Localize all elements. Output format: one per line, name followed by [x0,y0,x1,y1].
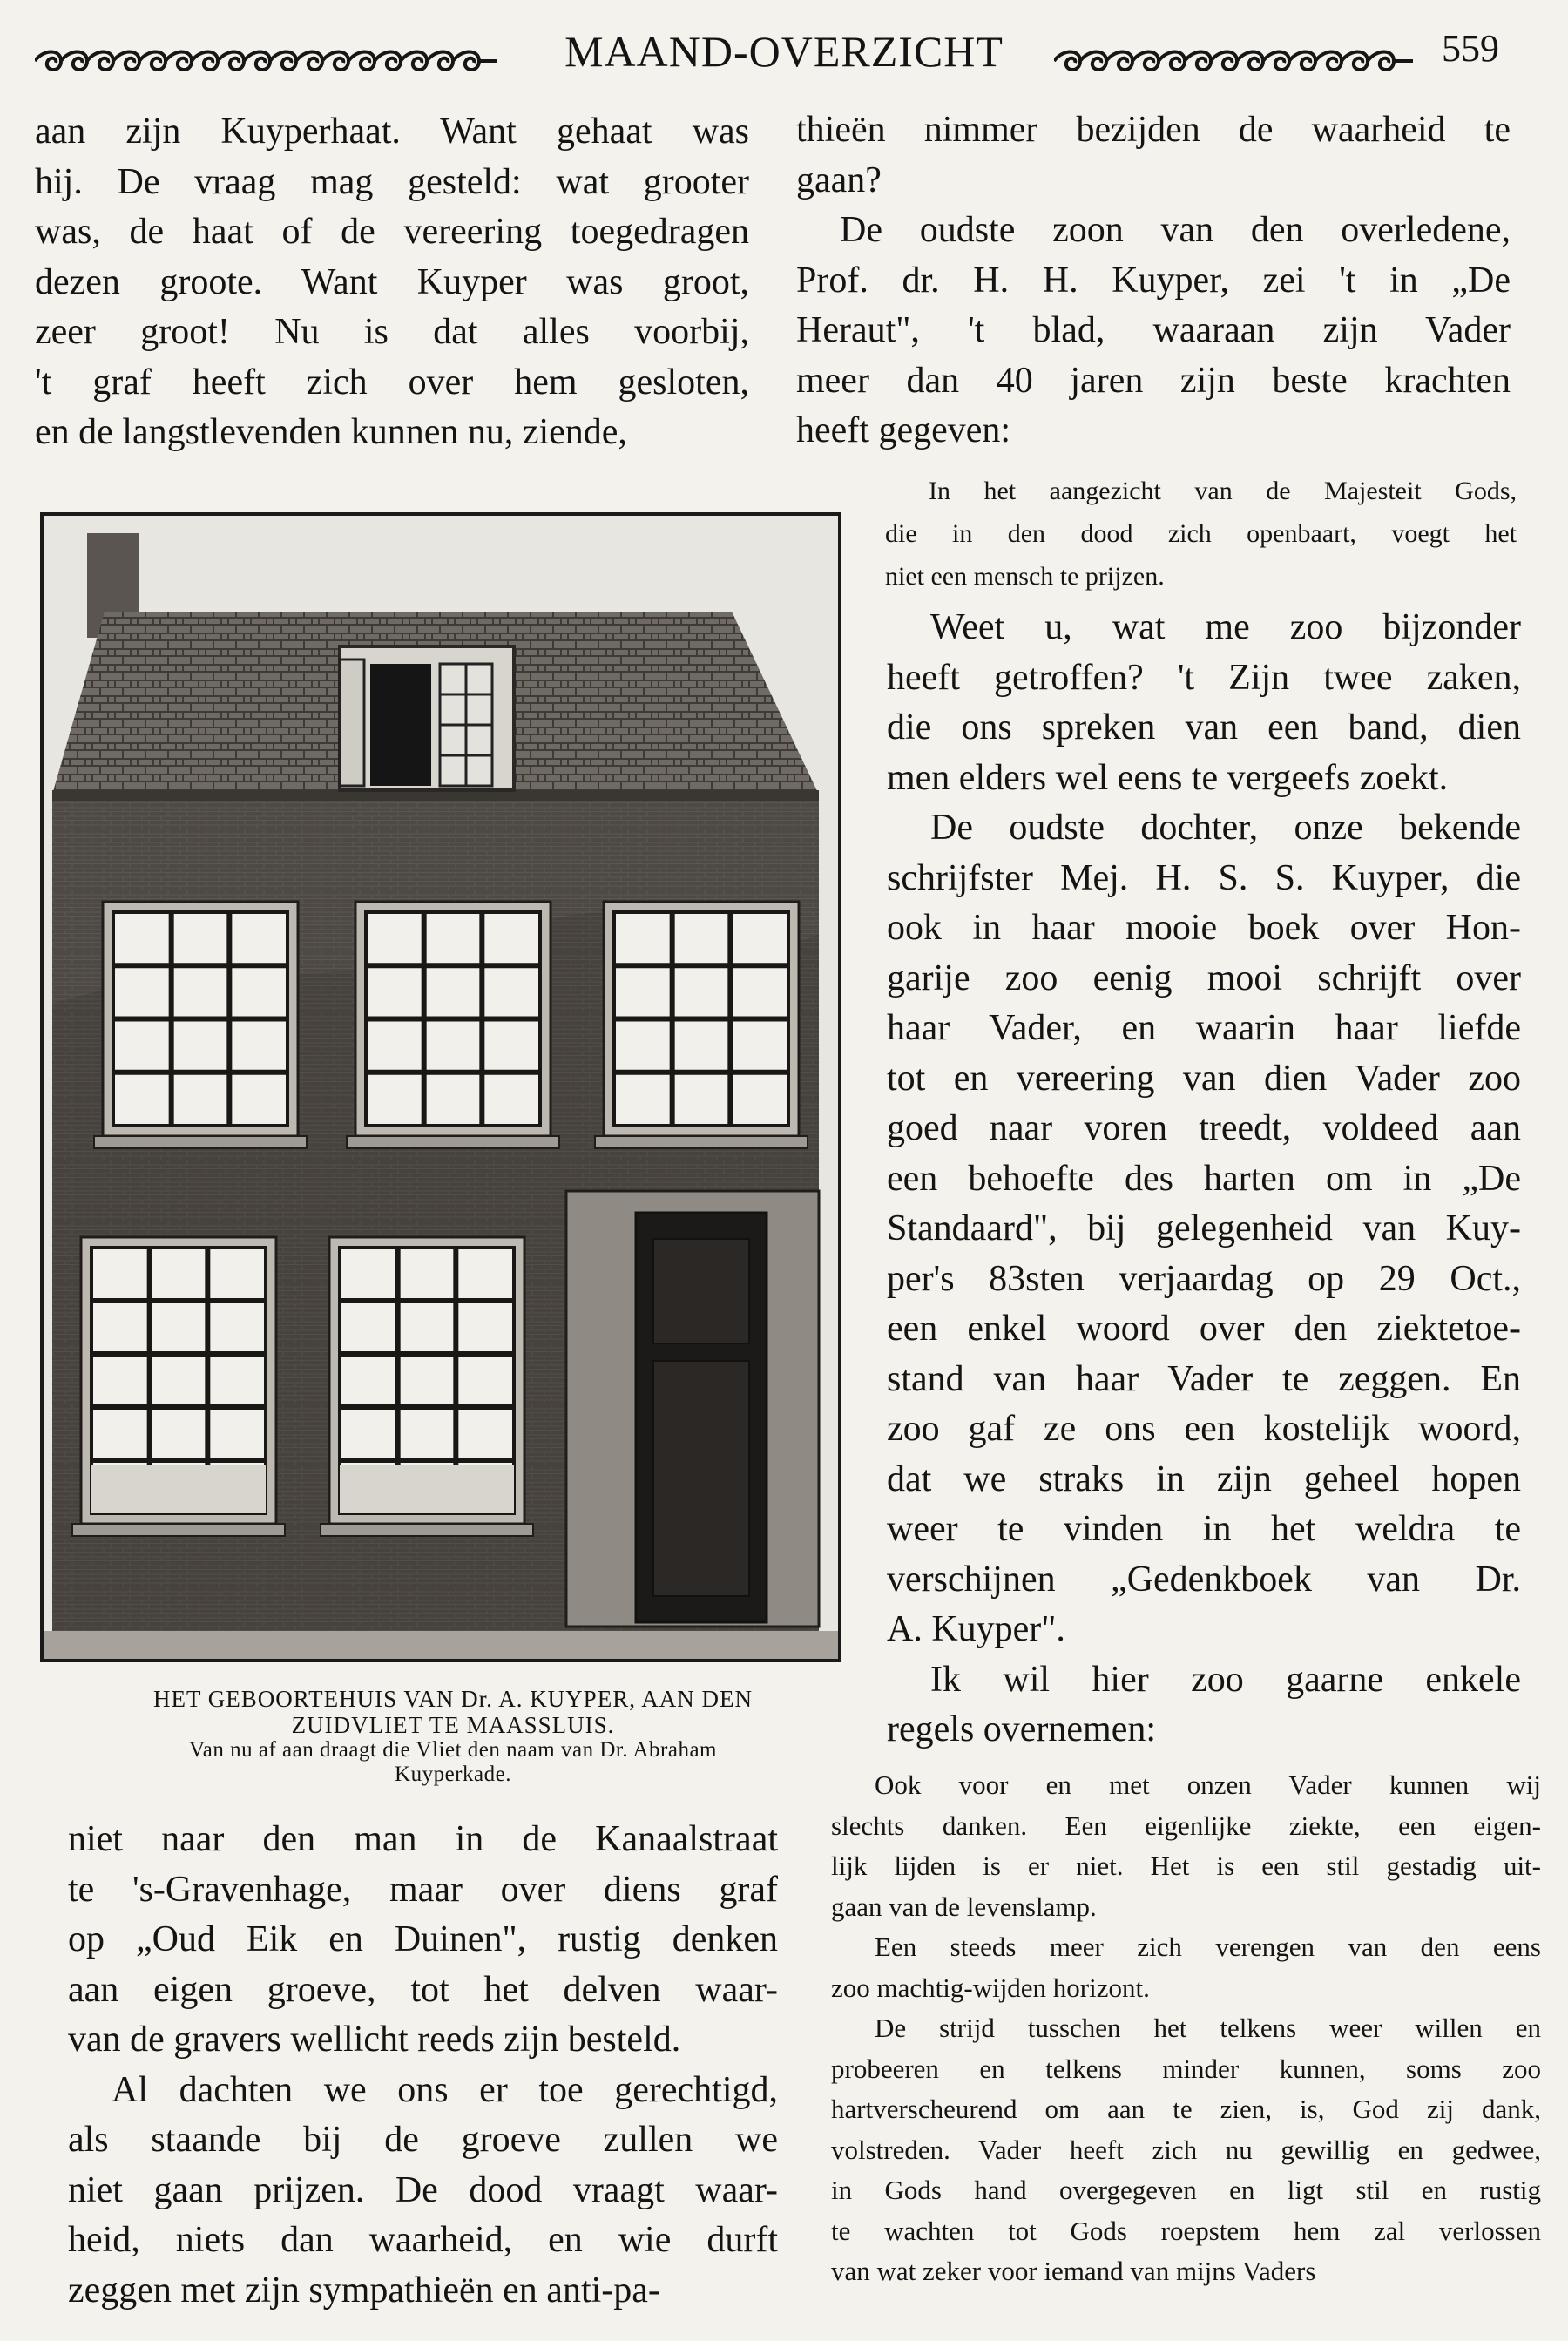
quote2-line: in Gods hand overgegeven en ligt stil en rustig [831,2175,1541,2205]
caption-title-line-1: HET GEBOORTEHUIS VAN Dr. A. KUYPER, AAN DEN [153,1686,753,1712]
right-top-line: heeft gegeven: [796,410,1011,450]
running-header [0,24,1568,85]
right-middle-line: per's 83sten verjaardag op 29 Oct., [887,1258,1521,1299]
caption-title-line-2: ZUIDVLIET TE MAASSLUIS. [291,1712,615,1738]
right-top-line: gaan? [796,159,882,200]
left-top-line: hij. De vraag mag gesteld: wat grooter [35,161,749,202]
left-bottom-line: op „Oud Eik en Duinen", rustig denken [68,1919,778,1959]
left-top-line: zeer groot! Nu is dat alles voorbij, [35,312,749,352]
right-middle-line: tot en vereering van dien Vader zoo [887,1058,1521,1099]
right-middle-line: Ik wil hier zoo gaarne enkele [930,1659,1521,1700]
right-middle-line: een behoefte des harten om in „De [887,1158,1521,1199]
right-middle-line: heeft getroffen? 't Zijn twee zaken, [887,657,1521,698]
right-top-line: thieën nimmer bezijden de waarheid te [796,110,1511,150]
quote2-line: probeeren en telkens minder kunnen, soms zoo [831,2053,1541,2084]
left-column-bottom-text [68,1815,778,2316]
right-middle-line: haar Vader, en waarin haar liefde [887,1008,1521,1048]
right-middle-line: garije zoo eenig mooi schrijft over [887,957,1521,998]
lace-curtain-middle [340,1465,514,1513]
right-middle-line: Standaard", bij gelegenheid van Kuy- [887,1208,1521,1248]
left-bottom-line: Al dachten we ons er toe gerechtigd, [112,2069,778,2110]
right-middle-line: die ons spreken van een band, dien [887,707,1521,748]
quote2-line: Ook voor en met onzen Vader kunnen wij [875,1769,1541,1800]
left-column-top-text [35,107,749,458]
quote1-line: In het aangezicht van de Majesteit Gods, [929,477,1517,505]
photo-caption [52,1686,854,1787]
right-middle-line: ook in haar mooie boek over Hon- [887,908,1521,948]
page-number: 559 [1442,27,1499,70]
quote2-line: Een steeds meer zich verengen van den eens [875,1932,1541,1962]
left-bottom-line: niet gaan prijzen. De dood vraagt waar- [68,2169,778,2210]
right-middle-line: een enkel woord over den ziektetoe- [887,1309,1521,1349]
right-middle-line: verschijnen „Gedenkboek van Dr. [887,1559,1521,1600]
street [44,1631,838,1659]
left-bottom-line: als staande bij de groeve zullen we [68,2120,778,2160]
right-column-middle-text [887,603,1521,1756]
quote2-line: slechts danken. Een eigenlijke ziekte, een eigen- [831,1810,1541,1841]
photo-windows [44,516,838,1659]
herald-quote [885,470,1517,598]
left-bottom-line: zeggen met zijn sympathieën en anti-pa- [68,2270,660,2311]
right-middle-line: men elders wel eens te vergeefs zoekt. [887,757,1449,798]
right-middle-line: A. Kuyper". [887,1609,1065,1649]
quote2-line: hartverscheurend om aan te zien, is, God zij dank, [831,2094,1541,2124]
standaard-quote [831,1765,1541,2292]
left-bottom-line: te 's-Gravenhage, maar over diens graf [68,1869,778,1910]
quote2-line: gaan van de levenslamp. [831,1891,1097,1922]
right-middle-line: De oudste dochter, onze bekende [930,808,1521,848]
left-bottom-line: niet naar den man in de Kanaalstraat [68,1819,778,1859]
running-title: MAAND-OVERZICHT [564,27,1004,76]
quote1-line: niet een mensch te prijzen. [885,562,1165,591]
caption-text-line-2: Kuyperkade. [395,1763,511,1786]
right-top-line: De oudste zoon van den overledene, [840,210,1511,250]
left-top-line: aan zijn Kuyperhaat. Want gehaat was [35,112,749,152]
right-top-line: meer dan 40 jaren zijn beste krachten [796,360,1511,401]
quote2-line: lijk lijden is er niet. Het is een stil gestadig uit- [831,1850,1541,1881]
quote2-line: te wachten tot Gods roepstem hem zal verlossen [831,2215,1541,2246]
quote2-line: De strijd tusschen het telkens weer willen en [875,2013,1541,2043]
left-top-line: was, de haat of de vereering toegedragen [35,212,749,252]
left-bottom-line: van de gravers wellicht reeds zijn besteld. [68,2020,681,2060]
scroll-ornament-left-icon [35,47,497,75]
right-middle-line: weer te vinden in het weldra te [887,1509,1521,1549]
quote2-line: van wat zeker voor iemand van mijns Vaders [831,2256,1316,2286]
quote1-line: die in den dood zich openbaart, voegt het [885,519,1517,548]
right-middle-line: regels overnemen: [887,1709,1157,1749]
left-bottom-line: heid, niets dan waarheid, en wie durft [68,2220,778,2260]
birth-house-photo [40,512,841,1662]
right-column-top-text [796,105,1511,457]
scroll-ornament-right-icon [1054,47,1413,75]
left-bottom-line: aan eigen groeve, tot het delven waar- [68,1969,778,2010]
right-middle-line: stand van haar Vader te zeggen. En [887,1358,1521,1399]
right-middle-line: goed naar voren treedt, voldeed aan [887,1108,1521,1148]
right-middle-line: Weet u, wat me zoo bijzonder [930,607,1521,647]
right-middle-line: schrijfster Mej. H. S. S. Kuyper, die [887,857,1521,898]
right-middle-line: dat we straks in zijn geheel hopen [887,1458,1521,1499]
lace-curtain-left [91,1465,266,1513]
left-top-line: en de langstlevenden kunnen nu, ziende, [35,412,627,452]
left-top-line: 't graf heeft zich over hem gesloten, [35,362,749,403]
right-top-line: Prof. dr. H. H. Kuyper, zei 't in „De [796,260,1511,301]
right-middle-line: zoo gaf ze ons een kostelijk woord, [887,1409,1521,1449]
quote2-line: volstreden. Vader heeft zich nu gewillig en gedwee, [831,2134,1541,2165]
quote2-line: zoo machtig-wijden horizont. [831,1972,1150,2003]
left-top-line: dezen groote. Want Kuyper was groot, [35,261,749,302]
right-top-line: Heraut", 't blad, waaraan zijn Vader [796,310,1511,350]
caption-text-line-1: Van nu af aan draagt die Vliet den naam van Dr. Abraham [188,1738,717,1762]
